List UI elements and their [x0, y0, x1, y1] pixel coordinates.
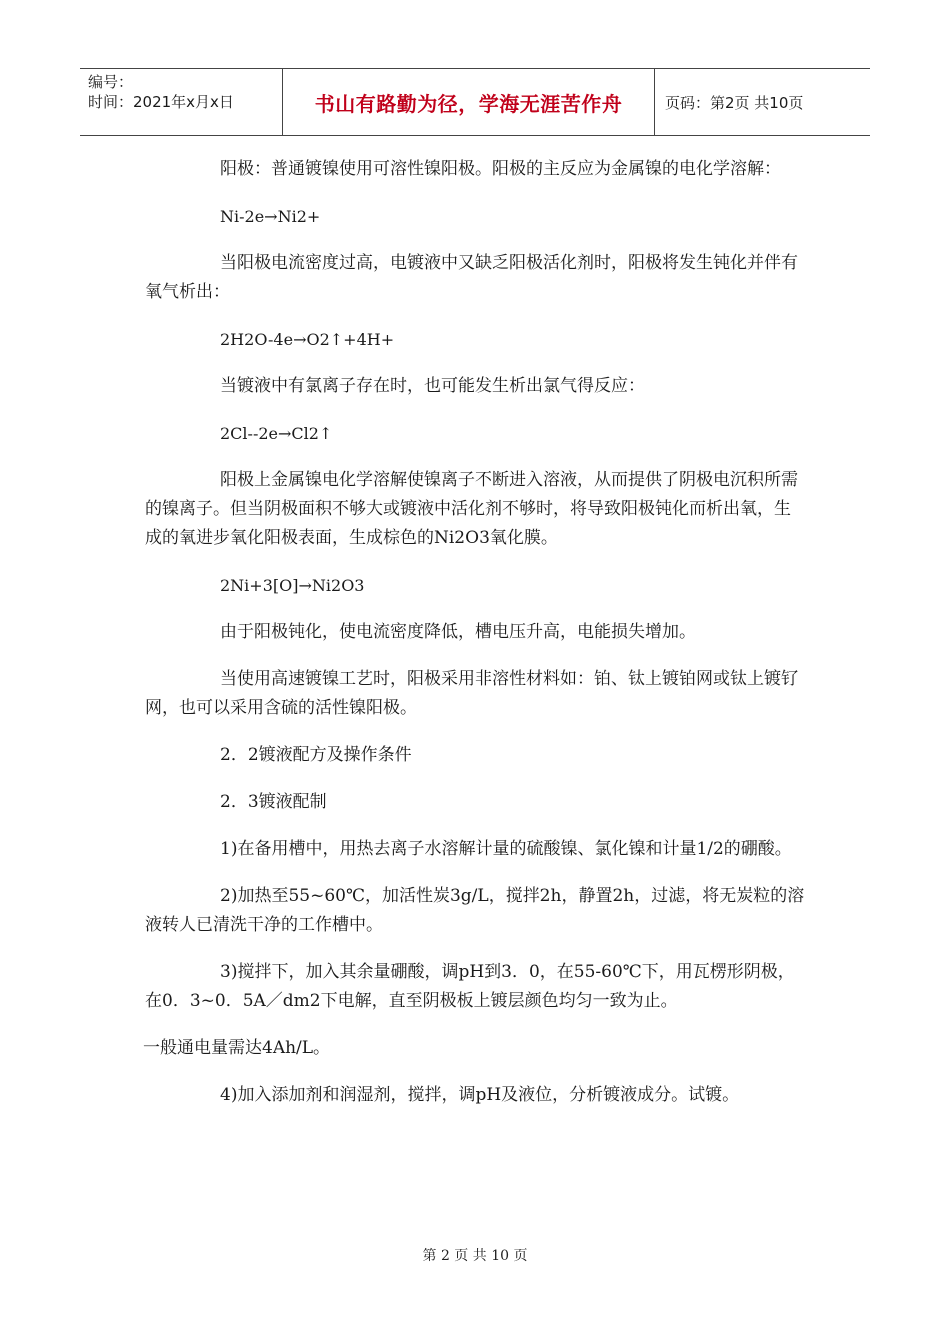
paragraph: 由于阳极钝化，使电流密度降低，槽电压升高，电能损失增加。: [220, 622, 696, 642]
paragraph: 2)加热至55~60℃，加活性炭3g/L，搅拌2h，静置2h，过滤，将无炭粒的溶液转人已清洗干净的工作槽中。: [145, 886, 805, 935]
formula: 2H2O-4e→O2↑+4H+: [220, 330, 395, 349]
paragraph: 当使用高速镀镍工艺时，阳极采用非溶性材料如：铂、钛上镀铂网或钛上镀钌网，也可以采用含硫的活性镍阳极。: [145, 669, 798, 718]
paragraph: 阳极上金属镍电化学溶解使镍离子不断进入溶液，从而提供了阴极电沉积所需的镍离子。但当阴极面积不够大或镀液中活化剂不够时，将导致阳极钝化而析出氧，生成的氧进步氧化阳极表面，生成棕色的Ni2O3氧化膜。: [145, 470, 798, 548]
formula: 2Cl--2e→Cl2↑: [220, 424, 333, 443]
paragraph: 1)在备用槽中，用热去离子水溶解计量的硫酸镍、氯化镍和计量1/2的硼酸。: [220, 839, 792, 859]
time-label: 时间：2021年x月x日: [88, 93, 234, 111]
section-heading: 2．2镀液配方及操作条件: [220, 745, 412, 765]
paragraph: 4)加入添加剂和润湿剂，搅拌，调pH及液位，分析镀液成分。试镀。: [220, 1085, 740, 1105]
number-label: 编号：: [88, 73, 134, 91]
paragraph: 阳极：普通镀镍使用可溶性镍阳极。阳极的主反应为金属镍的电化学溶解：: [220, 159, 781, 179]
header-meta: [80, 69, 283, 135]
paragraph: 3)搅拌下，加入其余量硼酸，调pH到3．0，在55-60℃下，用瓦楞形阴极，在0．3~0．5A／dm2下电解，直至阴极板上镀层颜色均匀一致为止。: [145, 962, 795, 1011]
header-page-info: 页码：第2页 共10页: [665, 93, 804, 112]
paragraph: 当阳极电流密度过高，电镀液中又缺乏阳极活化剂时，阳极将发生钝化并伴有氧气析出：: [145, 253, 798, 302]
paragraph: 当镀液中有氯离子存在时，也可能发生析出氯气得反应：: [220, 376, 645, 396]
document-body: [145, 155, 805, 1128]
page-footer: 第 2 页 共 10 页: [422, 1248, 528, 1264]
section-heading: 2．3镀液配制: [220, 792, 327, 812]
header-motto: 书山有路勤为径，学海无涯苦作舟: [283, 69, 655, 135]
formula: Ni-2e→Ni2+: [220, 207, 321, 226]
page-header: [80, 68, 870, 136]
paragraph: 一般通电量需达4Ah/L。: [143, 1038, 331, 1058]
formula: 2Ni+3[O]→Ni2O3: [220, 576, 365, 595]
